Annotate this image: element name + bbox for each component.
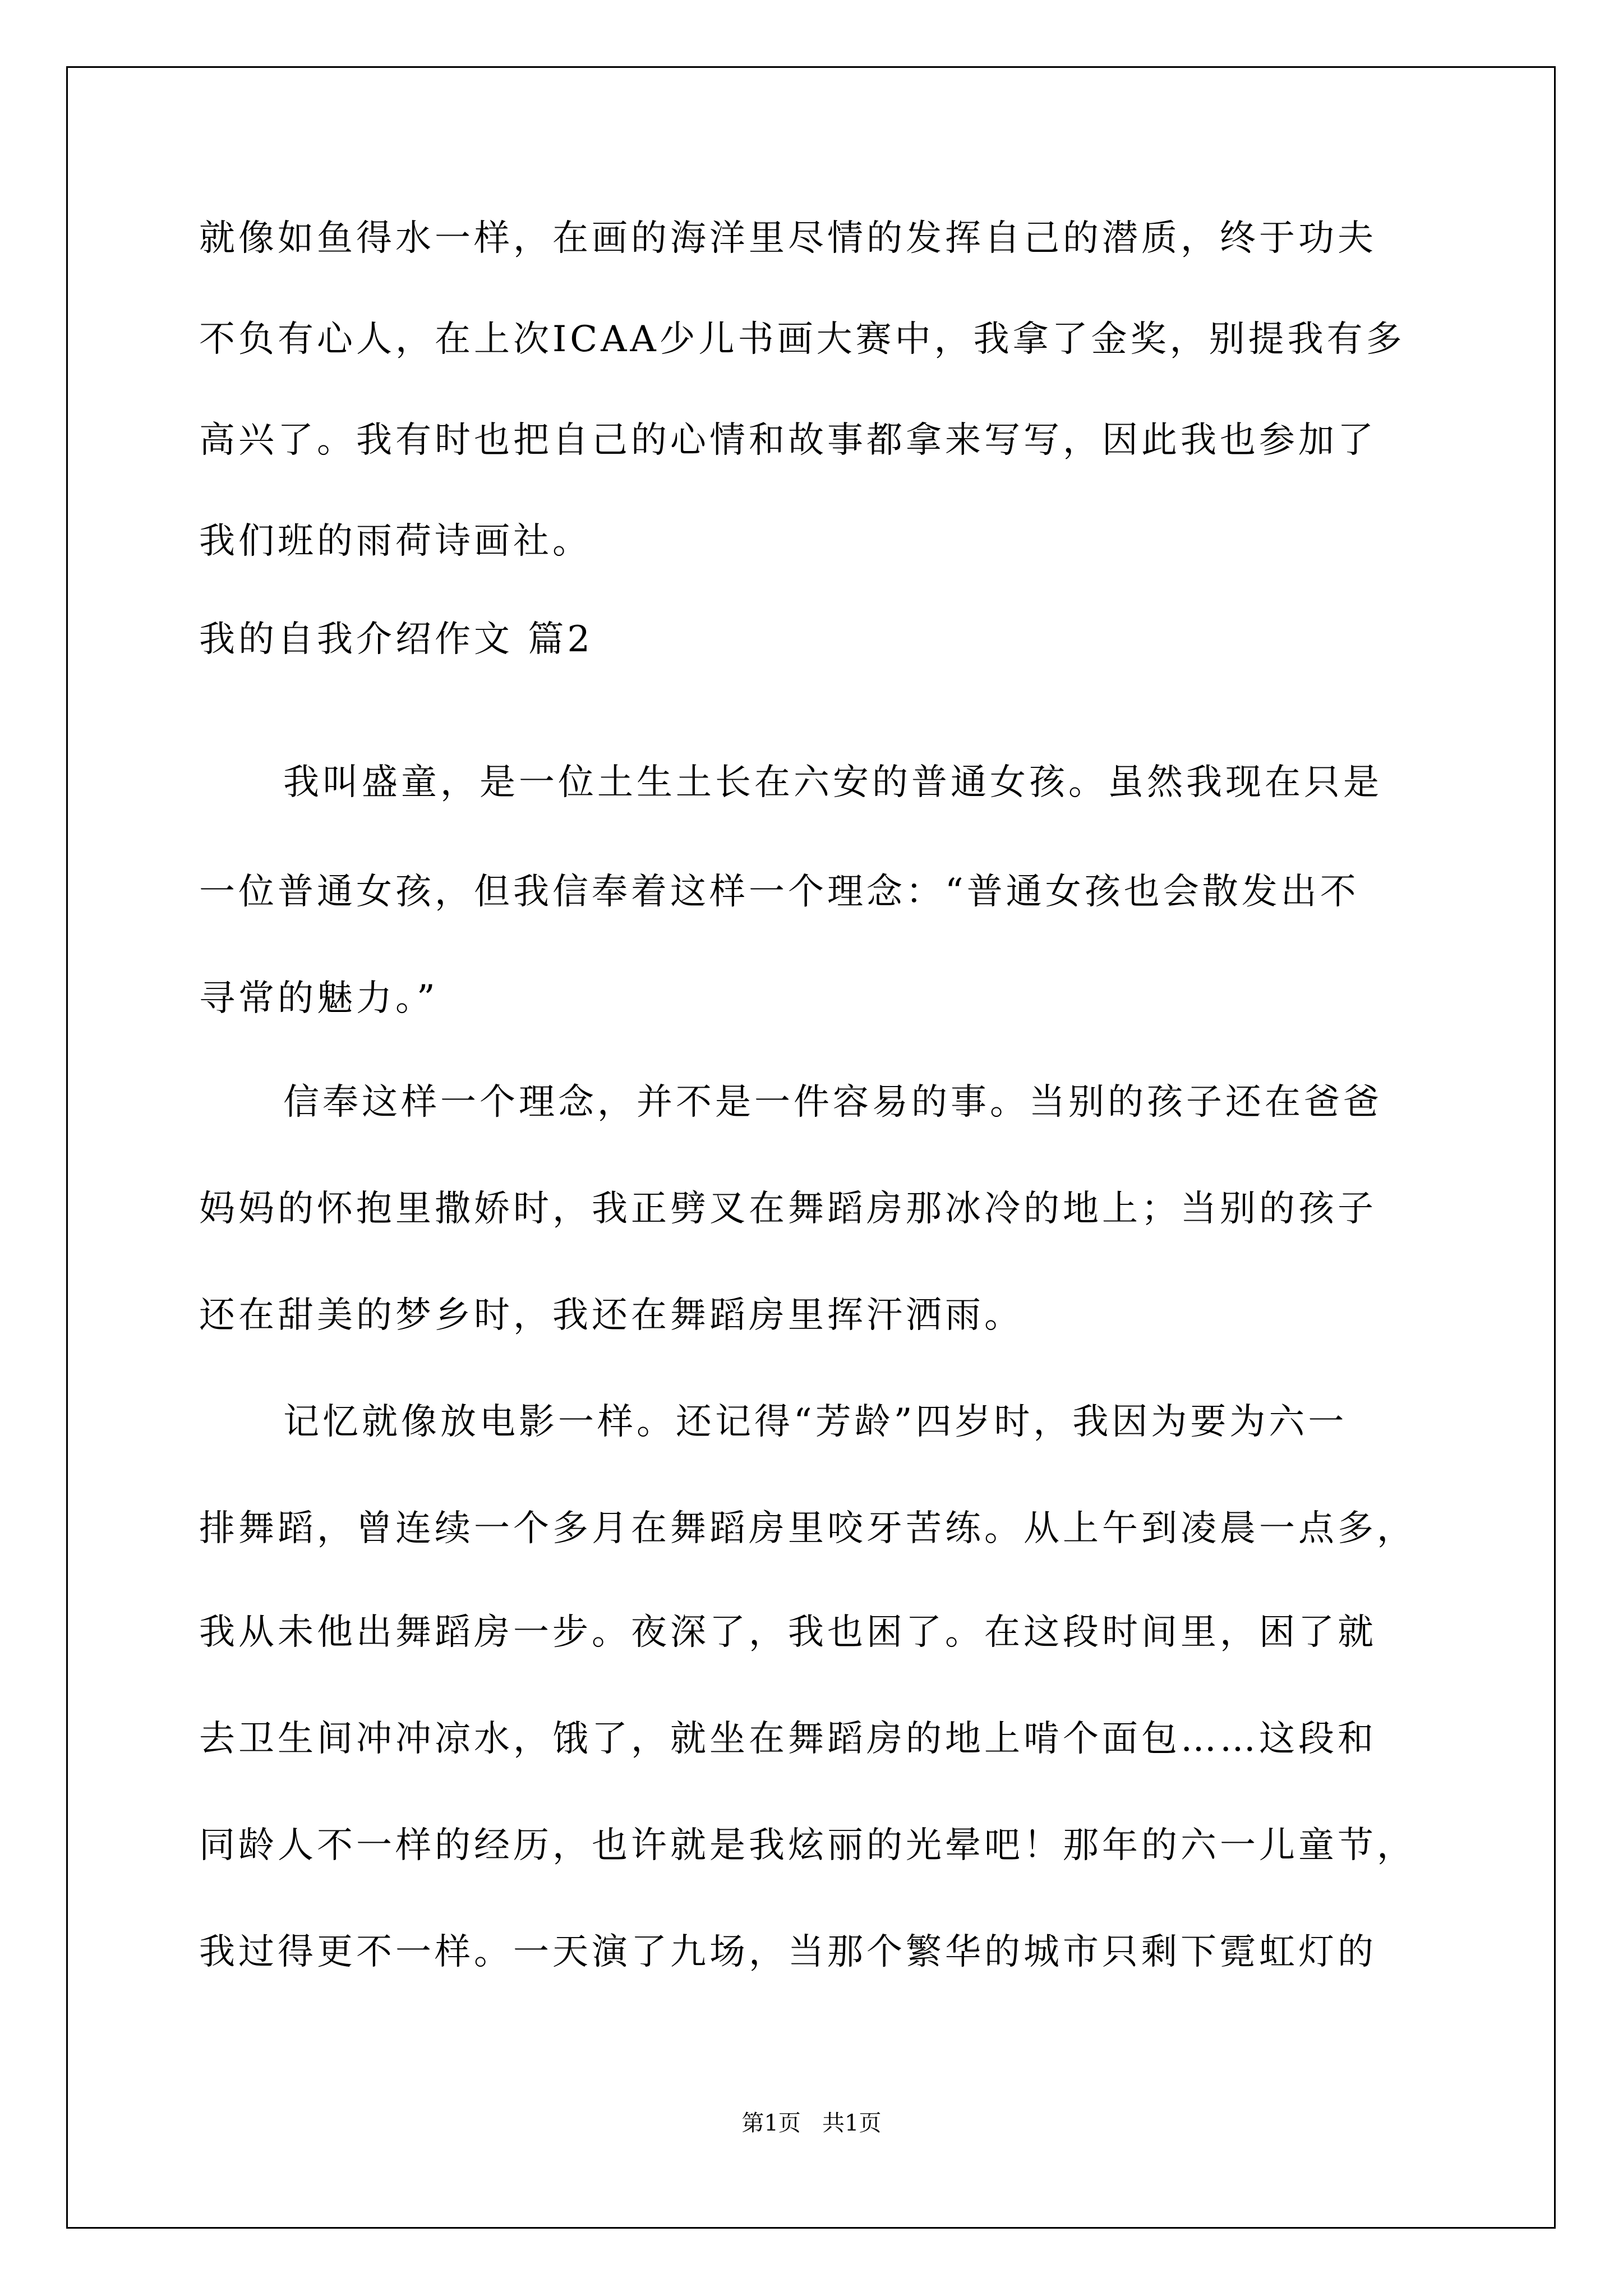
text-line: 同龄人不一样的经历，也许就是我炫丽的光晕吧！那年的六一儿童节， — [199, 1825, 1416, 1866]
text-line: 不负有心人，在上次ICAA少儿书画大赛中，我拿了金奖，别提我有多 — [199, 319, 1405, 360]
text-line: 寻常的魅力。” — [199, 978, 439, 1019]
text-line: 一位普通女孩，但我信奉着这样一个理念：“普通女孩也会散发出不 — [199, 871, 1359, 913]
page-border — [66, 66, 1556, 2229]
text-line: 就像如鱼得水一样，在画的海洋里尽情的发挥自己的潜质，终于功夫 — [199, 218, 1377, 259]
text-line: 记忆就像放电影一样。还记得“芳龄”四岁时，我因为要为六一 — [283, 1401, 1348, 1443]
text-line: 高兴了。我有时也把自己的心情和故事都拿来写写，因此我也参加了 — [199, 420, 1377, 461]
text-line: 去卫生间冲冲凉水，饿了，就坐在舞蹈房的地上啃个面包……这段和 — [199, 1718, 1377, 1760]
text-line: 我过得更不一样。一天演了九场，当那个繁华的城市只剩下霓虹灯的 — [199, 1931, 1377, 1973]
text-line: 我叫盛童，是一位土生土长在六安的普通女孩。虽然我现在只是 — [283, 762, 1382, 803]
text-line: 信奉这样一个理念，并不是一件容易的事。当别的孩子还在爸爸 — [283, 1082, 1382, 1123]
text-line: 还在甜美的梦乡时，我还在舞蹈房里挥汗洒雨。 — [199, 1295, 1023, 1336]
text-line: 我们班的雨荷诗画社。 — [199, 521, 592, 562]
text-line: 我从未他出舞蹈房一步。夜深了，我也困了。在这段时间里，困了就 — [199, 1612, 1377, 1653]
section-heading: 我的自我介绍作文 篇2 — [199, 619, 594, 660]
text-line: 排舞蹈，曾连续一个多月在舞蹈房里咬牙苦练。从上午到凌晨一点多， — [199, 1508, 1416, 1549]
text-line: 妈妈的怀抱里撒娇时，我正劈叉在舞蹈房那冰冷的地上；当别的孩子 — [199, 1188, 1377, 1230]
page-footer: 第1页 共1页 — [741, 2110, 882, 2136]
